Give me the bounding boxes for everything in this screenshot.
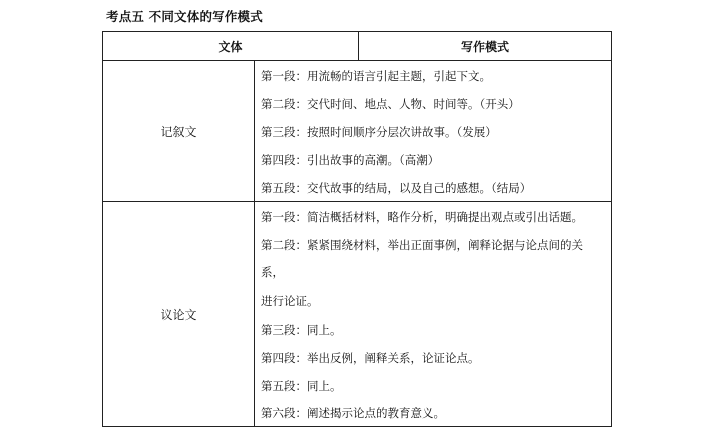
table-row-narrative — [103, 61, 611, 202]
paragraph-line: 第三段：按照时间顺序分层次讲故事。（发展） — [261, 125, 497, 139]
genre-cell-argumentative: 议论文 — [103, 202, 255, 426]
table-row-argumentative — [103, 202, 611, 426]
header-genre: 文体 — [103, 32, 359, 61]
paragraph-line: 第一段：简洁概括材料，略作分析，明确提出观点或引出话题。 — [261, 210, 583, 224]
mode-cell-narrative — [255, 61, 611, 201]
paragraph-line: 第五段：交代故事的结局，以及自己的感想。（结局） — [261, 181, 532, 195]
mode-cell-argumentative — [255, 202, 611, 426]
writing-mode-table — [102, 31, 612, 427]
paragraph-line: 第三段：同上。 — [261, 323, 342, 337]
paragraph-line: 第一段：用流畅的语言引起主题，引起下文。 — [261, 69, 491, 83]
paragraph-line: 系， — [261, 265, 284, 279]
header-writing-mode: 写作模式 — [359, 32, 611, 61]
paragraph-line: 第二段：交代时间、地点、人物、时间等。（开头） — [261, 97, 520, 111]
genre-cell-narrative: 记叙文 — [103, 61, 255, 201]
paragraph-line: 第四段：举出反例，阐释关系，论证论点。 — [261, 351, 480, 365]
page-title: 考点五 不同文体的写作模式 — [106, 9, 263, 24]
paragraph-line: 第二段：紧紧围绕材料，举出正面事例，阐释论据与论点间的关 — [261, 238, 583, 252]
paragraph-line: 第四段：引出故事的高潮。（高潮） — [261, 153, 440, 167]
paragraph-line: 进行论证。 — [261, 294, 319, 308]
paragraph-line: 第六段：阐述揭示论点的教育意义。 — [261, 406, 445, 420]
paragraph-line: 第五段：同上。 — [261, 379, 342, 393]
